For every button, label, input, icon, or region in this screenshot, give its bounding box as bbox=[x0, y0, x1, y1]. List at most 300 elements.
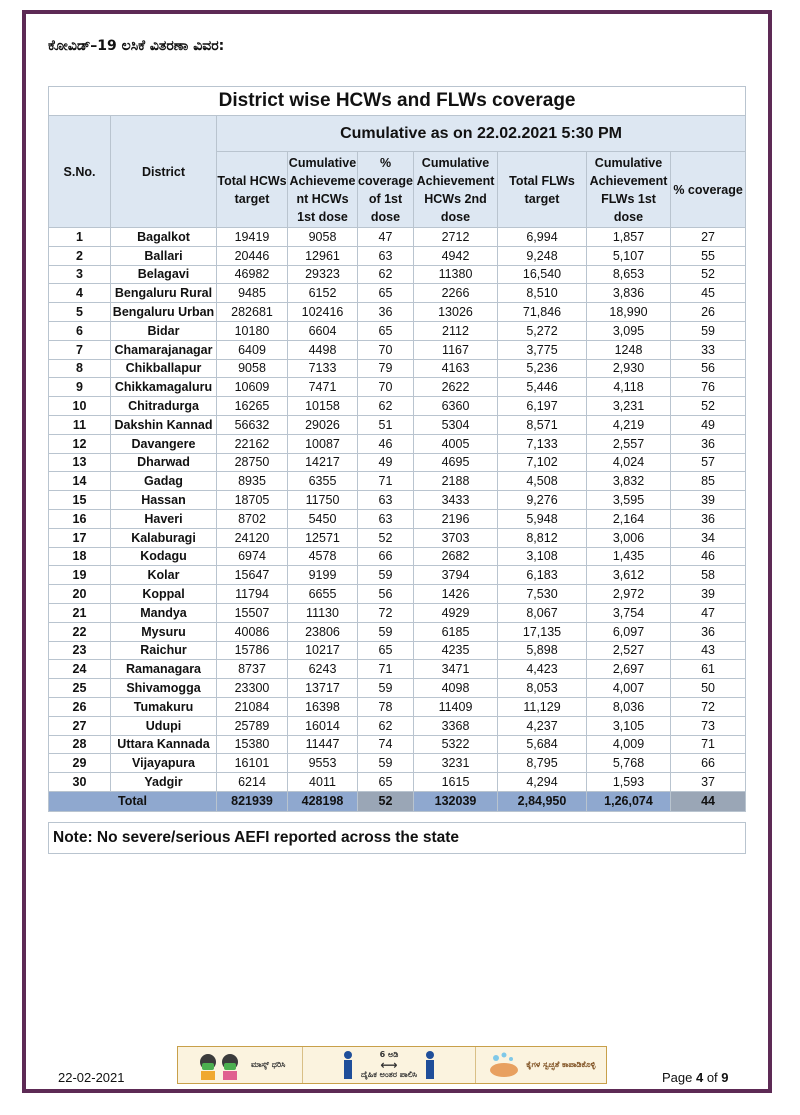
row-total-hcws: 6974 bbox=[217, 547, 288, 566]
total-pct-1st: 52 bbox=[358, 791, 414, 811]
row-cum-flws-1st: 5,768 bbox=[587, 754, 671, 773]
row-pct-1st: 59 bbox=[358, 679, 414, 698]
row-total-hcws: 16101 bbox=[217, 754, 288, 773]
table-row bbox=[49, 585, 746, 604]
row-sno: 27 bbox=[49, 716, 111, 735]
row-cum-flws-1st: 8,036 bbox=[587, 697, 671, 716]
row-total-hcws: 19419 bbox=[217, 228, 288, 247]
table-row bbox=[49, 415, 746, 434]
row-cum-hcws-2nd: 13026 bbox=[414, 303, 498, 322]
row-pct-flws: 55 bbox=[671, 246, 746, 265]
row-cum-flws-1st: 4,118 bbox=[587, 378, 671, 397]
table-row bbox=[49, 735, 746, 754]
row-total-flws: 16,540 bbox=[498, 265, 587, 284]
row-pct-1st: 79 bbox=[358, 359, 414, 378]
row-total-hcws: 282681 bbox=[217, 303, 288, 322]
row-pct-flws: 39 bbox=[671, 491, 746, 510]
row-pct-1st: 59 bbox=[358, 754, 414, 773]
page-indicator bbox=[662, 1070, 729, 1085]
row-sno: 2 bbox=[49, 246, 111, 265]
row-district: Chikkamagaluru bbox=[111, 378, 217, 397]
row-sno: 16 bbox=[49, 509, 111, 528]
row-pct-flws: 57 bbox=[671, 453, 746, 472]
row-sno: 20 bbox=[49, 585, 111, 604]
row-pct-1st: 71 bbox=[358, 660, 414, 679]
row-total-hcws: 11794 bbox=[217, 585, 288, 604]
row-cum-hcws-2nd: 3794 bbox=[414, 566, 498, 585]
row-total-flws: 8,053 bbox=[498, 679, 587, 698]
table-row bbox=[49, 228, 746, 247]
row-district: Raichur bbox=[111, 641, 217, 660]
row-pct-1st: 66 bbox=[358, 547, 414, 566]
row-cum-hcws-1st: 29323 bbox=[288, 265, 358, 284]
row-cum-flws-1st: 4,007 bbox=[587, 679, 671, 698]
row-pct-1st: 65 bbox=[358, 773, 414, 792]
row-cum-flws-1st: 3,595 bbox=[587, 491, 671, 510]
total-pct-flws: 44 bbox=[671, 791, 746, 811]
header-total-flws: Total FLWs target bbox=[498, 152, 587, 228]
row-pct-1st: 51 bbox=[358, 415, 414, 434]
header-sno: S.No. bbox=[49, 116, 111, 228]
total-cum-hcws-2nd: 132039 bbox=[414, 791, 498, 811]
row-cum-flws-1st: 3,095 bbox=[587, 321, 671, 340]
row-pct-flws: 52 bbox=[671, 265, 746, 284]
row-cum-hcws-1st: 6655 bbox=[288, 585, 358, 604]
mask-text: ಮಾಸ್ಕ್ ಧರಿಸಿ bbox=[250, 1060, 286, 1069]
row-cum-flws-1st: 2,557 bbox=[587, 434, 671, 453]
row-pct-flws: 26 bbox=[671, 303, 746, 322]
row-pct-flws: 36 bbox=[671, 434, 746, 453]
table-row bbox=[49, 697, 746, 716]
row-pct-flws: 50 bbox=[671, 679, 746, 698]
row-cum-hcws-2nd: 6360 bbox=[414, 397, 498, 416]
row-pct-1st: 70 bbox=[358, 340, 414, 359]
table-row bbox=[49, 641, 746, 660]
row-cum-hcws-1st: 16398 bbox=[288, 697, 358, 716]
row-cum-hcws-2nd: 3471 bbox=[414, 660, 498, 679]
row-total-flws: 4,237 bbox=[498, 716, 587, 735]
row-pct-1st: 78 bbox=[358, 697, 414, 716]
row-total-hcws: 9485 bbox=[217, 284, 288, 303]
row-sno: 29 bbox=[49, 754, 111, 773]
row-total-hcws: 46982 bbox=[217, 265, 288, 284]
row-total-flws: 4,423 bbox=[498, 660, 587, 679]
row-pct-flws: 36 bbox=[671, 622, 746, 641]
row-pct-1st: 47 bbox=[358, 228, 414, 247]
spacer-row bbox=[49, 811, 746, 822]
row-district: Bidar bbox=[111, 321, 217, 340]
row-pct-flws: 49 bbox=[671, 415, 746, 434]
row-cum-hcws-1st: 11447 bbox=[288, 735, 358, 754]
row-sno: 4 bbox=[49, 284, 111, 303]
row-sno: 26 bbox=[49, 697, 111, 716]
row-cum-hcws-2nd: 2712 bbox=[414, 228, 498, 247]
row-sno: 24 bbox=[49, 660, 111, 679]
header-total-hcws: Total HCWs target bbox=[217, 152, 288, 228]
row-district: Kalaburagi bbox=[111, 528, 217, 547]
row-sno: 13 bbox=[49, 453, 111, 472]
row-cum-flws-1st: 3,832 bbox=[587, 472, 671, 491]
note: Note: No severe/serious AEFI reported across the state bbox=[49, 822, 746, 853]
mask-people-icon bbox=[195, 1050, 245, 1080]
row-cum-flws-1st: 3,006 bbox=[587, 528, 671, 547]
row-district: Gadag bbox=[111, 472, 217, 491]
row-total-hcws: 8702 bbox=[217, 509, 288, 528]
row-cum-hcws-1st: 13717 bbox=[288, 679, 358, 698]
row-district: Belagavi bbox=[111, 265, 217, 284]
table-row bbox=[49, 491, 746, 510]
row-sno: 11 bbox=[49, 415, 111, 434]
distance-arrow-icon: ⟷ bbox=[380, 1058, 398, 1072]
row-total-flws: 5,948 bbox=[498, 509, 587, 528]
total-hcws: 821939 bbox=[217, 791, 288, 811]
row-pct-flws: 56 bbox=[671, 359, 746, 378]
row-pct-flws: 43 bbox=[671, 641, 746, 660]
row-total-hcws: 22162 bbox=[217, 434, 288, 453]
row-total-hcws: 40086 bbox=[217, 622, 288, 641]
row-total-flws: 5,272 bbox=[498, 321, 587, 340]
row-total-hcws: 21084 bbox=[217, 697, 288, 716]
table-row bbox=[49, 472, 746, 491]
row-total-flws: 7,102 bbox=[498, 453, 587, 472]
person-icon bbox=[341, 1050, 355, 1080]
row-cum-flws-1st: 1,435 bbox=[587, 547, 671, 566]
table-row bbox=[49, 453, 746, 472]
row-total-flws: 9,276 bbox=[498, 491, 587, 510]
header-cum-hcws-2nd: Cumulative Achievement HCWs 2nd dose bbox=[414, 152, 498, 228]
row-cum-hcws-2nd: 1167 bbox=[414, 340, 498, 359]
row-total-flws: 7,530 bbox=[498, 585, 587, 604]
row-total-flws: 6,183 bbox=[498, 566, 587, 585]
cumulative-label: Cumulative as on 22.02.2021 5:30 PM bbox=[217, 116, 746, 152]
row-cum-hcws-2nd: 11409 bbox=[414, 697, 498, 716]
row-cum-hcws-2nd: 3703 bbox=[414, 528, 498, 547]
row-pct-1st: 52 bbox=[358, 528, 414, 547]
row-pct-flws: 47 bbox=[671, 603, 746, 622]
row-cum-hcws-2nd: 4163 bbox=[414, 359, 498, 378]
row-total-hcws: 28750 bbox=[217, 453, 288, 472]
row-cum-hcws-2nd: 5304 bbox=[414, 415, 498, 434]
page-heading: ಕೋವಿಡ್–19 ಲಸಿಕೆ ವಿತರಣಾ ವಿವರ: bbox=[48, 38, 225, 54]
row-pct-flws: 46 bbox=[671, 547, 746, 566]
row-cum-hcws-2nd: 1615 bbox=[414, 773, 498, 792]
row-pct-1st: 72 bbox=[358, 603, 414, 622]
page-prefix: Page bbox=[662, 1070, 696, 1085]
footer-date: 22-02-2021 bbox=[58, 1070, 125, 1085]
row-cum-flws-1st: 3,105 bbox=[587, 716, 671, 735]
table-row bbox=[49, 246, 746, 265]
person-icon bbox=[423, 1050, 437, 1080]
row-pct-flws: 36 bbox=[671, 509, 746, 528]
row-total-flws: 8,571 bbox=[498, 415, 587, 434]
row-cum-hcws-2nd: 3231 bbox=[414, 754, 498, 773]
row-pct-1st: 70 bbox=[358, 378, 414, 397]
row-district: Chitradurga bbox=[111, 397, 217, 416]
row-pct-flws: 27 bbox=[671, 228, 746, 247]
row-total-hcws: 9058 bbox=[217, 359, 288, 378]
row-cum-hcws-2nd: 2188 bbox=[414, 472, 498, 491]
row-total-hcws: 8935 bbox=[217, 472, 288, 491]
total-cum-hcws-1st: 428198 bbox=[288, 791, 358, 811]
row-cum-hcws-1st: 6355 bbox=[288, 472, 358, 491]
row-cum-hcws-2nd: 2622 bbox=[414, 378, 498, 397]
row-sno: 1 bbox=[49, 228, 111, 247]
row-pct-1st: 36 bbox=[358, 303, 414, 322]
row-total-flws: 5,236 bbox=[498, 359, 587, 378]
row-cum-hcws-2nd: 5322 bbox=[414, 735, 498, 754]
row-cum-hcws-2nd: 3368 bbox=[414, 716, 498, 735]
row-district: Bagalkot bbox=[111, 228, 217, 247]
table-row bbox=[49, 434, 746, 453]
row-total-flws: 4,294 bbox=[498, 773, 587, 792]
distance-segment bbox=[303, 1047, 475, 1083]
row-sno: 12 bbox=[49, 434, 111, 453]
row-total-hcws: 25789 bbox=[217, 716, 288, 735]
row-total-flws: 11,129 bbox=[498, 697, 587, 716]
row-district: Chamarajanagar bbox=[111, 340, 217, 359]
row-cum-flws-1st: 2,972 bbox=[587, 585, 671, 604]
row-district: Dakshin Kannad bbox=[111, 415, 217, 434]
row-pct-1st: 62 bbox=[358, 716, 414, 735]
mask-segment bbox=[178, 1047, 303, 1083]
row-cum-hcws-1st: 23806 bbox=[288, 622, 358, 641]
row-total-flws: 6,197 bbox=[498, 397, 587, 416]
row-pct-1st: 59 bbox=[358, 622, 414, 641]
table-row bbox=[49, 716, 746, 735]
table-row bbox=[49, 566, 746, 585]
table-row bbox=[49, 547, 746, 566]
row-cum-flws-1st: 6,097 bbox=[587, 622, 671, 641]
row-total-flws: 6,994 bbox=[498, 228, 587, 247]
row-cum-flws-1st: 8,653 bbox=[587, 265, 671, 284]
table-row bbox=[49, 359, 746, 378]
row-district: Mandya bbox=[111, 603, 217, 622]
table-body bbox=[49, 228, 746, 792]
page-number: 4 bbox=[695, 1070, 704, 1085]
row-total-hcws: 15647 bbox=[217, 566, 288, 585]
header-pct-1st: % coverage of 1st dose bbox=[358, 152, 414, 228]
row-pct-1st: 65 bbox=[358, 284, 414, 303]
row-cum-hcws-2nd: 4005 bbox=[414, 434, 498, 453]
row-district: Hassan bbox=[111, 491, 217, 510]
row-pct-flws: 34 bbox=[671, 528, 746, 547]
table-row bbox=[49, 528, 746, 547]
row-district: Vijayapura bbox=[111, 754, 217, 773]
row-district: Yadgir bbox=[111, 773, 217, 792]
row-sno: 28 bbox=[49, 735, 111, 754]
table-row bbox=[49, 603, 746, 622]
row-pct-flws: 59 bbox=[671, 321, 746, 340]
table-row bbox=[49, 303, 746, 322]
row-sno: 10 bbox=[49, 397, 111, 416]
row-cum-flws-1st: 3,231 bbox=[587, 397, 671, 416]
row-sno: 6 bbox=[49, 321, 111, 340]
header-district: District bbox=[111, 116, 217, 228]
row-sno: 7 bbox=[49, 340, 111, 359]
row-cum-flws-1st: 2,697 bbox=[587, 660, 671, 679]
page-total: 9 bbox=[721, 1070, 729, 1085]
row-total-hcws: 8737 bbox=[217, 660, 288, 679]
row-total-hcws: 15507 bbox=[217, 603, 288, 622]
table-row bbox=[49, 321, 746, 340]
row-district: Ramanagara bbox=[111, 660, 217, 679]
row-cum-hcws-1st: 10158 bbox=[288, 397, 358, 416]
row-total-hcws: 18705 bbox=[217, 491, 288, 510]
row-cum-flws-1st: 2,930 bbox=[587, 359, 671, 378]
row-pct-1st: 65 bbox=[358, 321, 414, 340]
row-total-flws: 71,846 bbox=[498, 303, 587, 322]
row-sno: 18 bbox=[49, 547, 111, 566]
row-cum-hcws-1st: 12571 bbox=[288, 528, 358, 547]
row-total-hcws: 24120 bbox=[217, 528, 288, 547]
row-total-flws: 5,446 bbox=[498, 378, 587, 397]
coverage-table bbox=[48, 86, 746, 854]
row-cum-hcws-1st: 11750 bbox=[288, 491, 358, 510]
row-cum-flws-1st: 3,612 bbox=[587, 566, 671, 585]
row-pct-flws: 52 bbox=[671, 397, 746, 416]
table-row bbox=[49, 397, 746, 416]
row-cum-hcws-1st: 11130 bbox=[288, 603, 358, 622]
row-total-flws: 8,812 bbox=[498, 528, 587, 547]
row-cum-hcws-1st: 6152 bbox=[288, 284, 358, 303]
row-cum-flws-1st: 3,836 bbox=[587, 284, 671, 303]
row-pct-flws: 45 bbox=[671, 284, 746, 303]
row-sno: 3 bbox=[49, 265, 111, 284]
row-cum-hcws-1st: 10087 bbox=[288, 434, 358, 453]
row-cum-hcws-1st: 5450 bbox=[288, 509, 358, 528]
row-cum-hcws-2nd: 6185 bbox=[414, 622, 498, 641]
row-pct-flws: 39 bbox=[671, 585, 746, 604]
row-total-hcws: 6214 bbox=[217, 773, 288, 792]
row-pct-1st: 62 bbox=[358, 265, 414, 284]
row-district: Shivamogga bbox=[111, 679, 217, 698]
row-total-flws: 17,135 bbox=[498, 622, 587, 641]
row-pct-1st: 65 bbox=[358, 641, 414, 660]
row-pct-flws: 58 bbox=[671, 566, 746, 585]
row-total-flws: 5,684 bbox=[498, 735, 587, 754]
handwash-icon bbox=[486, 1050, 522, 1080]
header-cum-flws-1st: Cumulative Achievement FLWs 1st dose bbox=[587, 152, 671, 228]
row-cum-hcws-2nd: 4098 bbox=[414, 679, 498, 698]
row-pct-1st: 49 bbox=[358, 453, 414, 472]
row-cum-hcws-2nd: 4235 bbox=[414, 641, 498, 660]
row-sno: 14 bbox=[49, 472, 111, 491]
row-cum-hcws-1st: 10217 bbox=[288, 641, 358, 660]
row-sno: 5 bbox=[49, 303, 111, 322]
row-cum-hcws-1st: 102416 bbox=[288, 303, 358, 322]
row-sno: 19 bbox=[49, 566, 111, 585]
row-pct-1st: 74 bbox=[358, 735, 414, 754]
row-district: Bengaluru Urban bbox=[111, 303, 217, 322]
row-cum-flws-1st: 1248 bbox=[587, 340, 671, 359]
row-total-hcws: 15786 bbox=[217, 641, 288, 660]
row-district: Davangere bbox=[111, 434, 217, 453]
row-total-flws: 8,510 bbox=[498, 284, 587, 303]
row-pct-flws: 37 bbox=[671, 773, 746, 792]
row-cum-hcws-1st: 14217 bbox=[288, 453, 358, 472]
table-row bbox=[49, 378, 746, 397]
row-district: Kolar bbox=[111, 566, 217, 585]
total-flws: 2,84,950 bbox=[498, 791, 587, 811]
row-cum-hcws-1st: 6604 bbox=[288, 321, 358, 340]
row-cum-hcws-2nd: 4695 bbox=[414, 453, 498, 472]
header-cum-hcws-1st: Cumulative Achieveme nt HCWs 1st dose bbox=[288, 152, 358, 228]
row-pct-flws: 76 bbox=[671, 378, 746, 397]
row-sno: 9 bbox=[49, 378, 111, 397]
row-total-flws: 3,108 bbox=[498, 547, 587, 566]
row-pct-flws: 66 bbox=[671, 754, 746, 773]
table-row bbox=[49, 340, 746, 359]
handwash-text: ಕೈಗಳ ಸ್ವಚ್ಛತೆ ಕಾಪಾಡಿಕೊಳ್ಳಿ bbox=[526, 1060, 596, 1069]
row-sno: 25 bbox=[49, 679, 111, 698]
row-total-hcws: 10609 bbox=[217, 378, 288, 397]
table-row bbox=[49, 284, 746, 303]
row-cum-hcws-1st: 9199 bbox=[288, 566, 358, 585]
row-total-flws: 3,775 bbox=[498, 340, 587, 359]
table-title: District wise HCWs and FLWs coverage bbox=[49, 87, 746, 116]
row-district: Dharwad bbox=[111, 453, 217, 472]
row-cum-hcws-2nd: 2266 bbox=[414, 284, 498, 303]
row-pct-1st: 59 bbox=[358, 566, 414, 585]
row-pct-1st: 56 bbox=[358, 585, 414, 604]
row-total-hcws: 16265 bbox=[217, 397, 288, 416]
row-district: Tumakuru bbox=[111, 697, 217, 716]
handwash-segment bbox=[476, 1047, 606, 1083]
row-pct-1st: 71 bbox=[358, 472, 414, 491]
safety-banner bbox=[177, 1046, 607, 1084]
row-district: Udupi bbox=[111, 716, 217, 735]
row-cum-hcws-1st: 9553 bbox=[288, 754, 358, 773]
row-sno: 8 bbox=[49, 359, 111, 378]
row-district: Mysuru bbox=[111, 622, 217, 641]
row-pct-flws: 33 bbox=[671, 340, 746, 359]
row-cum-flws-1st: 2,527 bbox=[587, 641, 671, 660]
row-total-hcws: 56632 bbox=[217, 415, 288, 434]
row-cum-hcws-2nd: 4942 bbox=[414, 246, 498, 265]
row-cum-hcws-2nd: 2196 bbox=[414, 509, 498, 528]
row-district: Kodagu bbox=[111, 547, 217, 566]
distance-text: ದೈಹಿಕ ಅಂತರ ಪಾಲಿಸಿ bbox=[360, 1070, 418, 1079]
row-total-flws: 7,133 bbox=[498, 434, 587, 453]
row-cum-hcws-2nd: 3433 bbox=[414, 491, 498, 510]
row-district: Koppal bbox=[111, 585, 217, 604]
total-label: Total bbox=[49, 791, 217, 811]
page-of: of bbox=[703, 1070, 722, 1085]
table-row bbox=[49, 509, 746, 528]
row-pct-flws: 72 bbox=[671, 697, 746, 716]
row-cum-flws-1st: 4,219 bbox=[587, 415, 671, 434]
row-pct-flws: 71 bbox=[671, 735, 746, 754]
row-cum-flws-1st: 4,009 bbox=[587, 735, 671, 754]
row-district: Bengaluru Rural bbox=[111, 284, 217, 303]
header-pct-flws: % coverage bbox=[671, 152, 746, 228]
row-pct-1st: 46 bbox=[358, 434, 414, 453]
row-sno: 22 bbox=[49, 622, 111, 641]
row-pct-flws: 61 bbox=[671, 660, 746, 679]
row-total-flws: 5,898 bbox=[498, 641, 587, 660]
row-sno: 30 bbox=[49, 773, 111, 792]
row-total-flws: 8,067 bbox=[498, 603, 587, 622]
row-cum-hcws-1st: 4011 bbox=[288, 773, 358, 792]
row-pct-flws: 85 bbox=[671, 472, 746, 491]
row-cum-hcws-1st: 6243 bbox=[288, 660, 358, 679]
row-cum-hcws-2nd: 2112 bbox=[414, 321, 498, 340]
row-district: Chikballapur bbox=[111, 359, 217, 378]
row-cum-hcws-1st: 16014 bbox=[288, 716, 358, 735]
row-cum-hcws-2nd: 11380 bbox=[414, 265, 498, 284]
row-cum-flws-1st: 1,857 bbox=[587, 228, 671, 247]
row-cum-hcws-2nd: 2682 bbox=[414, 547, 498, 566]
